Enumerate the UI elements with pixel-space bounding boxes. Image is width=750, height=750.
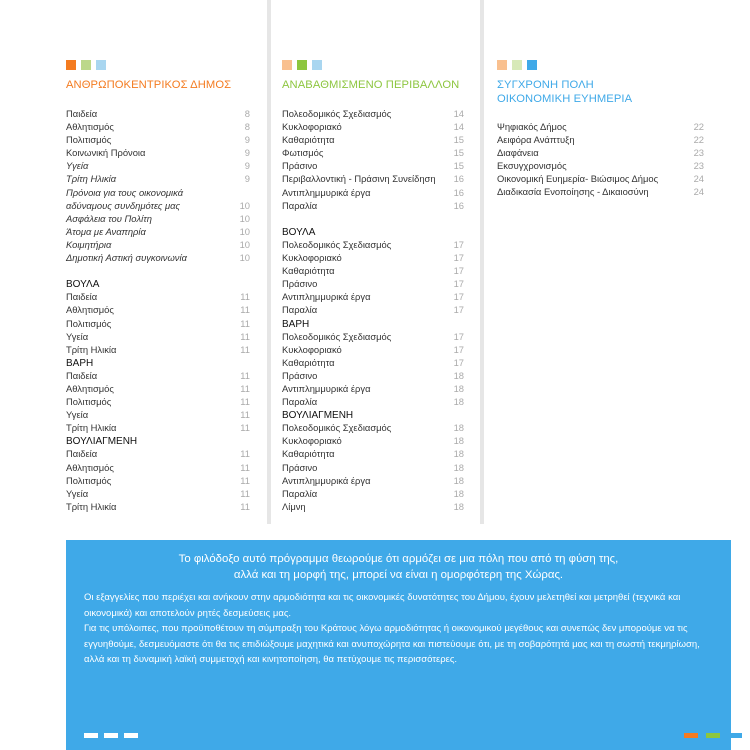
toc-entry [282, 133, 464, 146]
spacer [66, 264, 250, 277]
entry-label: Παραλία [282, 487, 318, 499]
toc-entry [66, 330, 250, 343]
toc-entry [66, 369, 250, 382]
entry-label: Αθλητισμός [66, 304, 114, 316]
page-number: 11 [240, 422, 250, 434]
entry-label: Άτομα με Αναπηρία [66, 225, 146, 237]
page-number: 14 [453, 108, 464, 119]
section-heading-line2: ΟΙΚΟΝΟΜΙΚΗ ΕΥΗΜΕΡΙΑ [497, 93, 633, 105]
toc-entry [282, 120, 464, 133]
entry-label: Τρίτη Ηλικία [66, 343, 117, 355]
page-number: 24 [693, 186, 704, 198]
page-number: 18 [453, 382, 464, 394]
toc-entry [282, 395, 464, 408]
toc-entry [66, 303, 250, 316]
entry-label: Πρόνοια για τους οικονομικά [66, 186, 184, 198]
color-square [96, 60, 106, 70]
entry-label: Αθλητισμός [66, 461, 114, 473]
toc-entry [66, 474, 250, 487]
panel-dash [104, 733, 118, 738]
toc-list [497, 120, 704, 199]
toc-entry [497, 120, 704, 133]
entry-label: Καθαριότητα [282, 448, 335, 460]
toc-entry [282, 199, 464, 212]
lead-line-1: Το φιλόδοξο αυτό πρόγραμμα θεωρούμε ότι αρμόζει σε μια πόλη που από τη φύση της, [178, 553, 619, 565]
entry-label: Υγεία [66, 160, 89, 172]
page-number: 17 [453, 252, 464, 264]
toc-entry [282, 461, 464, 474]
statement-panel [66, 540, 731, 750]
section-heading: ΑΝΘΡΩΠΟΚΕΝΤΡΙΚΟΣ ΔΗΜΟΣ [66, 79, 232, 91]
page-number: 18 [453, 369, 464, 381]
page-number: 23 [693, 160, 704, 172]
page-number: 11 [240, 461, 250, 473]
toc-entry [66, 199, 250, 212]
toc-entry [282, 107, 464, 120]
page-number: 11 [240, 448, 250, 460]
entry-label: Παιδεία [66, 369, 98, 381]
page-number: 16 [453, 186, 464, 198]
entry-label: Παραλία [282, 396, 318, 408]
entry-label: Παιδεία [66, 291, 98, 303]
page-number: 14 [453, 121, 464, 133]
toc-entry [66, 133, 250, 146]
entry-label: Πολεοδομικός Σχεδιασμός [282, 238, 392, 250]
toc-entry [66, 146, 250, 159]
toc-entry [282, 146, 464, 159]
toc-entry [66, 290, 250, 303]
entry-label: Πολιτισμός [66, 317, 112, 329]
page-number: 10 [239, 252, 250, 264]
entry-label: Αθλητισμός [66, 382, 114, 394]
entry-label: Πράσινο [282, 160, 318, 172]
page-number: 9 [244, 160, 250, 172]
panel-dash [124, 733, 138, 738]
entry-label: Λίμνη [282, 500, 306, 512]
page-number: 22 [693, 121, 704, 132]
color-square [527, 60, 537, 70]
entry-label: Εκσυγχρονισμός [497, 160, 567, 172]
page-number: 18 [453, 500, 464, 512]
entry-label: Περιβαλλοντική - Πράσινη Συνείδηση [282, 173, 436, 185]
toc-entry [66, 408, 250, 421]
toc-entry [282, 447, 464, 460]
color-square [297, 60, 307, 70]
page-number: 10 [239, 199, 250, 211]
toc-entry [282, 343, 464, 356]
page-number: 18 [453, 435, 464, 447]
page-number: 17 [453, 356, 464, 368]
toc-entry [282, 172, 464, 185]
toc-entry [282, 290, 464, 303]
entry-label: Αντιπλημμυρικά έργα [282, 474, 371, 486]
entry-label: Φωτισμός [282, 147, 324, 159]
color-square [282, 60, 292, 70]
entry-label: Αντιπλημμυρικά έργα [282, 186, 371, 198]
toc-entry [282, 434, 464, 447]
entry-label: ΒΟΥΛΙΑΓΜΕΝΗ [282, 410, 354, 422]
entry-label: Αντιπλημμυρικά έργα [282, 291, 371, 303]
entry-label: Τρίτη Ηλικία [66, 422, 117, 434]
toc-entry [66, 212, 250, 225]
color-square [81, 60, 91, 70]
toc-entry [66, 120, 250, 133]
entry-label: Κυκλοφοριακό [282, 121, 342, 133]
entry-label: Πολεοδομικός Σχεδιασμός [282, 330, 392, 342]
subsection-heading [66, 434, 250, 447]
toc-entry [282, 303, 464, 316]
entry-label: Καθαριότητα [282, 265, 335, 277]
entry-label: Παραλία [282, 199, 318, 211]
entry-label: Τρίτη Ηλικία [66, 500, 117, 512]
entry-label: Παραλία [282, 304, 318, 316]
subsection-heading [66, 277, 250, 290]
toc-entry [497, 172, 704, 185]
toc-entry [497, 146, 704, 159]
page-number: 10 [239, 212, 250, 224]
lead-line-2: αλλά και τη μορφή της, μπορεί να είναι η ομορφότερη της Χώρας. [233, 568, 564, 581]
page-number: 11 [240, 487, 250, 499]
toc-entry [66, 421, 250, 434]
entry-label: Τρίτη Ηλικία [66, 173, 117, 185]
entry-label: Διαδικασία Ενοποίησης - Δικαιοσύνη [497, 186, 649, 198]
toc-entry [66, 225, 250, 238]
page-number: 18 [453, 487, 464, 499]
page-number: 17 [453, 343, 464, 355]
section-heading: ΣΥΓΧΡΟΝΗ ΠΟΛΗ [497, 79, 594, 91]
entry-label: Υγεία [66, 330, 89, 342]
entry-label: Διαφάνεια [497, 147, 539, 159]
color-square [312, 60, 322, 70]
toc-entry [282, 186, 464, 199]
toc-entry [66, 172, 250, 185]
page-number: 9 [244, 134, 250, 146]
toc-entry [497, 159, 704, 172]
page-number: 24 [693, 173, 704, 185]
subsection-heading [282, 225, 464, 238]
page-number: 10 [239, 238, 250, 250]
page-number: 18 [453, 422, 464, 434]
page-number: 15 [453, 160, 464, 172]
page-number: 11 [240, 330, 250, 342]
entry-label: Πολιτισμός [66, 474, 112, 486]
toc-entry [66, 107, 250, 120]
page-number: 11 [240, 291, 250, 303]
page-number: 9 [244, 147, 250, 159]
toc-entry [66, 395, 250, 408]
corner-mark [728, 733, 742, 738]
toc-entry [66, 343, 250, 356]
entry-label: Δημοτική Αστική συγκοινωνία [66, 252, 187, 264]
page-number: 8 [244, 121, 250, 133]
toc-entry [497, 185, 704, 198]
entry-label: Καθαριότητα [282, 134, 335, 146]
page-number: 11 [240, 409, 250, 421]
corner-mark [706, 733, 720, 738]
toc-entry [282, 382, 464, 395]
page-number: 16 [453, 199, 464, 211]
entry-label: αδύναμους συνδημότες μας [66, 199, 181, 211]
page-number: 10 [239, 225, 250, 237]
entry-label: Αθλητισμός [66, 121, 114, 133]
toc-entry [282, 159, 464, 172]
entry-label: Πράσινο [282, 369, 318, 381]
color-square [497, 60, 507, 70]
page-number: 11 [240, 382, 250, 394]
entry-label: Παιδεία [66, 448, 98, 460]
column-divider-right [480, 0, 484, 524]
lead-text [66, 552, 731, 583]
page-number: 18 [453, 396, 464, 408]
spacer [282, 212, 464, 225]
page-number: 23 [693, 147, 704, 159]
paragraph-1: Οι εξαγγελίες που περιέχει και ανήκουν στην αρμοδιότητα και τις οικονομικές δυνατότητες του Δήμου, έχουν μελετηθεί και μετρηθεί (τεχνικά και οικονομικά) και αποτελούν ρητές δεσμεύσεις μας. [84, 592, 681, 619]
toc-entry [66, 317, 250, 330]
toc-entry [66, 251, 250, 264]
page-number: 16 [453, 173, 464, 185]
entry-label: ΒΟΥΛΑ [282, 226, 316, 238]
page-number: 17 [453, 278, 464, 290]
page-number: 8 [244, 108, 250, 119]
toc-entry [66, 159, 250, 172]
entry-label: ΒΟΥΛΑ [66, 279, 100, 291]
toc-entry [282, 474, 464, 487]
entry-label: Πολιτισμός [66, 396, 112, 408]
corner-mark [684, 733, 698, 738]
toc-entry [282, 500, 464, 513]
toc-entry [282, 264, 464, 277]
color-square [512, 60, 522, 70]
page-number: 17 [453, 265, 464, 277]
toc-list [282, 107, 464, 513]
page-number: 17 [453, 291, 464, 303]
entry-label: Παιδεία [66, 108, 98, 119]
toc-entry [66, 382, 250, 395]
toc-entry [66, 500, 250, 513]
page-number: 11 [240, 317, 250, 329]
entry-label: Πολεοδομικός Σχεδιασμός [282, 108, 392, 119]
toc-entry [66, 186, 250, 199]
page-number: 11 [240, 343, 250, 355]
entry-label: Υγεία [66, 409, 89, 421]
entry-label: Οικονομική Ευημερία- Βιώσιμος Δήμος [497, 173, 659, 185]
page-number: 17 [453, 330, 464, 342]
page-number: 11 [240, 500, 250, 512]
toc-entry [66, 447, 250, 460]
entry-label: ΒΑΡΗ [282, 318, 310, 330]
page-number: 18 [453, 474, 464, 486]
section-heading: ΑΝΑΒΑΘΜΙΣΜΕΝΟ ΠΕΡΙΒΑΛΛΟΝ [282, 79, 460, 91]
entry-label: Αειφόρα Ανάπτυξη [497, 134, 575, 146]
page-number: 17 [453, 304, 464, 316]
page-number: 11 [240, 396, 250, 408]
toc-entry [282, 487, 464, 500]
page-number: 9 [244, 173, 250, 185]
page-number: 18 [453, 448, 464, 460]
paragraph-2: Για τις υπόλοιπες, που προϋποθέτουν τη σύμπραξη του Κράτους λόγω αρμοδιότητας ή οικονομικού μεγέθους και συνεπώς δεν μπορούμε να τις εγγυηθούμε, δεσμευόμαστε ότι θα τις επιδιώξουμε μαχητικά και ανυποχώρητα και πιστεύουμε ότι, με τη σοβαρότητά μας και τη σωστή τεκμηρίωση, αλλά και τη δυναμική λαϊκή συμμετοχή και κινητοποίηση, θα πετύχουμε τις περισσότερες. [84, 623, 700, 666]
entry-label: Υγεία [66, 487, 89, 499]
page-number: 17 [453, 238, 464, 250]
toc-entry [282, 421, 464, 434]
entry-label: Κυκλοφοριακό [282, 435, 342, 447]
toc-entry [66, 238, 250, 251]
entry-label: Πολιτισμός [66, 134, 112, 146]
entry-label: Πολεοδομικός Σχεδιασμός [282, 422, 392, 434]
page-number: 11 [240, 304, 250, 316]
page-number: 22 [693, 134, 704, 146]
page-number: 11 [240, 369, 250, 381]
toc-entry [282, 356, 464, 369]
color-square [66, 60, 76, 70]
page-number: 15 [453, 147, 464, 159]
entry-label: Κοιμητήρια [66, 238, 112, 250]
toc-entry [282, 369, 464, 382]
toc-entry [282, 238, 464, 251]
entry-label: Καθαριότητα [282, 356, 335, 368]
toc-entry [66, 487, 250, 500]
entry-label: Πράσινο [282, 461, 318, 473]
entry-label: Κοινωνική Πρόνοια [66, 147, 146, 159]
toc-entry [66, 461, 250, 474]
subsection-heading [282, 317, 464, 330]
toc-entry [497, 133, 704, 146]
entry-label: Αντιπλημμυρικά έργα [282, 382, 371, 394]
body-text [84, 590, 716, 668]
entry-label: Πράσινο [282, 278, 318, 290]
subsection-heading [66, 356, 250, 369]
toc-entry [282, 330, 464, 343]
entry-label: Κυκλοφοριακό [282, 343, 342, 355]
subsection-heading [282, 408, 464, 421]
entry-label: Ψηφιακός Δήμος [497, 121, 567, 132]
page-number: 18 [453, 461, 464, 473]
panel-dash [84, 733, 98, 738]
toc-entry [282, 277, 464, 290]
column-divider-left [267, 0, 271, 524]
toc-entry [282, 251, 464, 264]
entry-label: Κυκλοφοριακό [282, 252, 342, 264]
page-number: 11 [240, 474, 250, 486]
page-number: 15 [453, 134, 464, 146]
toc-list [66, 107, 250, 513]
entry-label: ΒΑΡΗ [66, 357, 94, 369]
entry-label: ΒΟΥΛΙΑΓΜΕΝΗ [66, 436, 138, 448]
entry-label: Ασφάλεια του Πολίτη [66, 212, 152, 224]
